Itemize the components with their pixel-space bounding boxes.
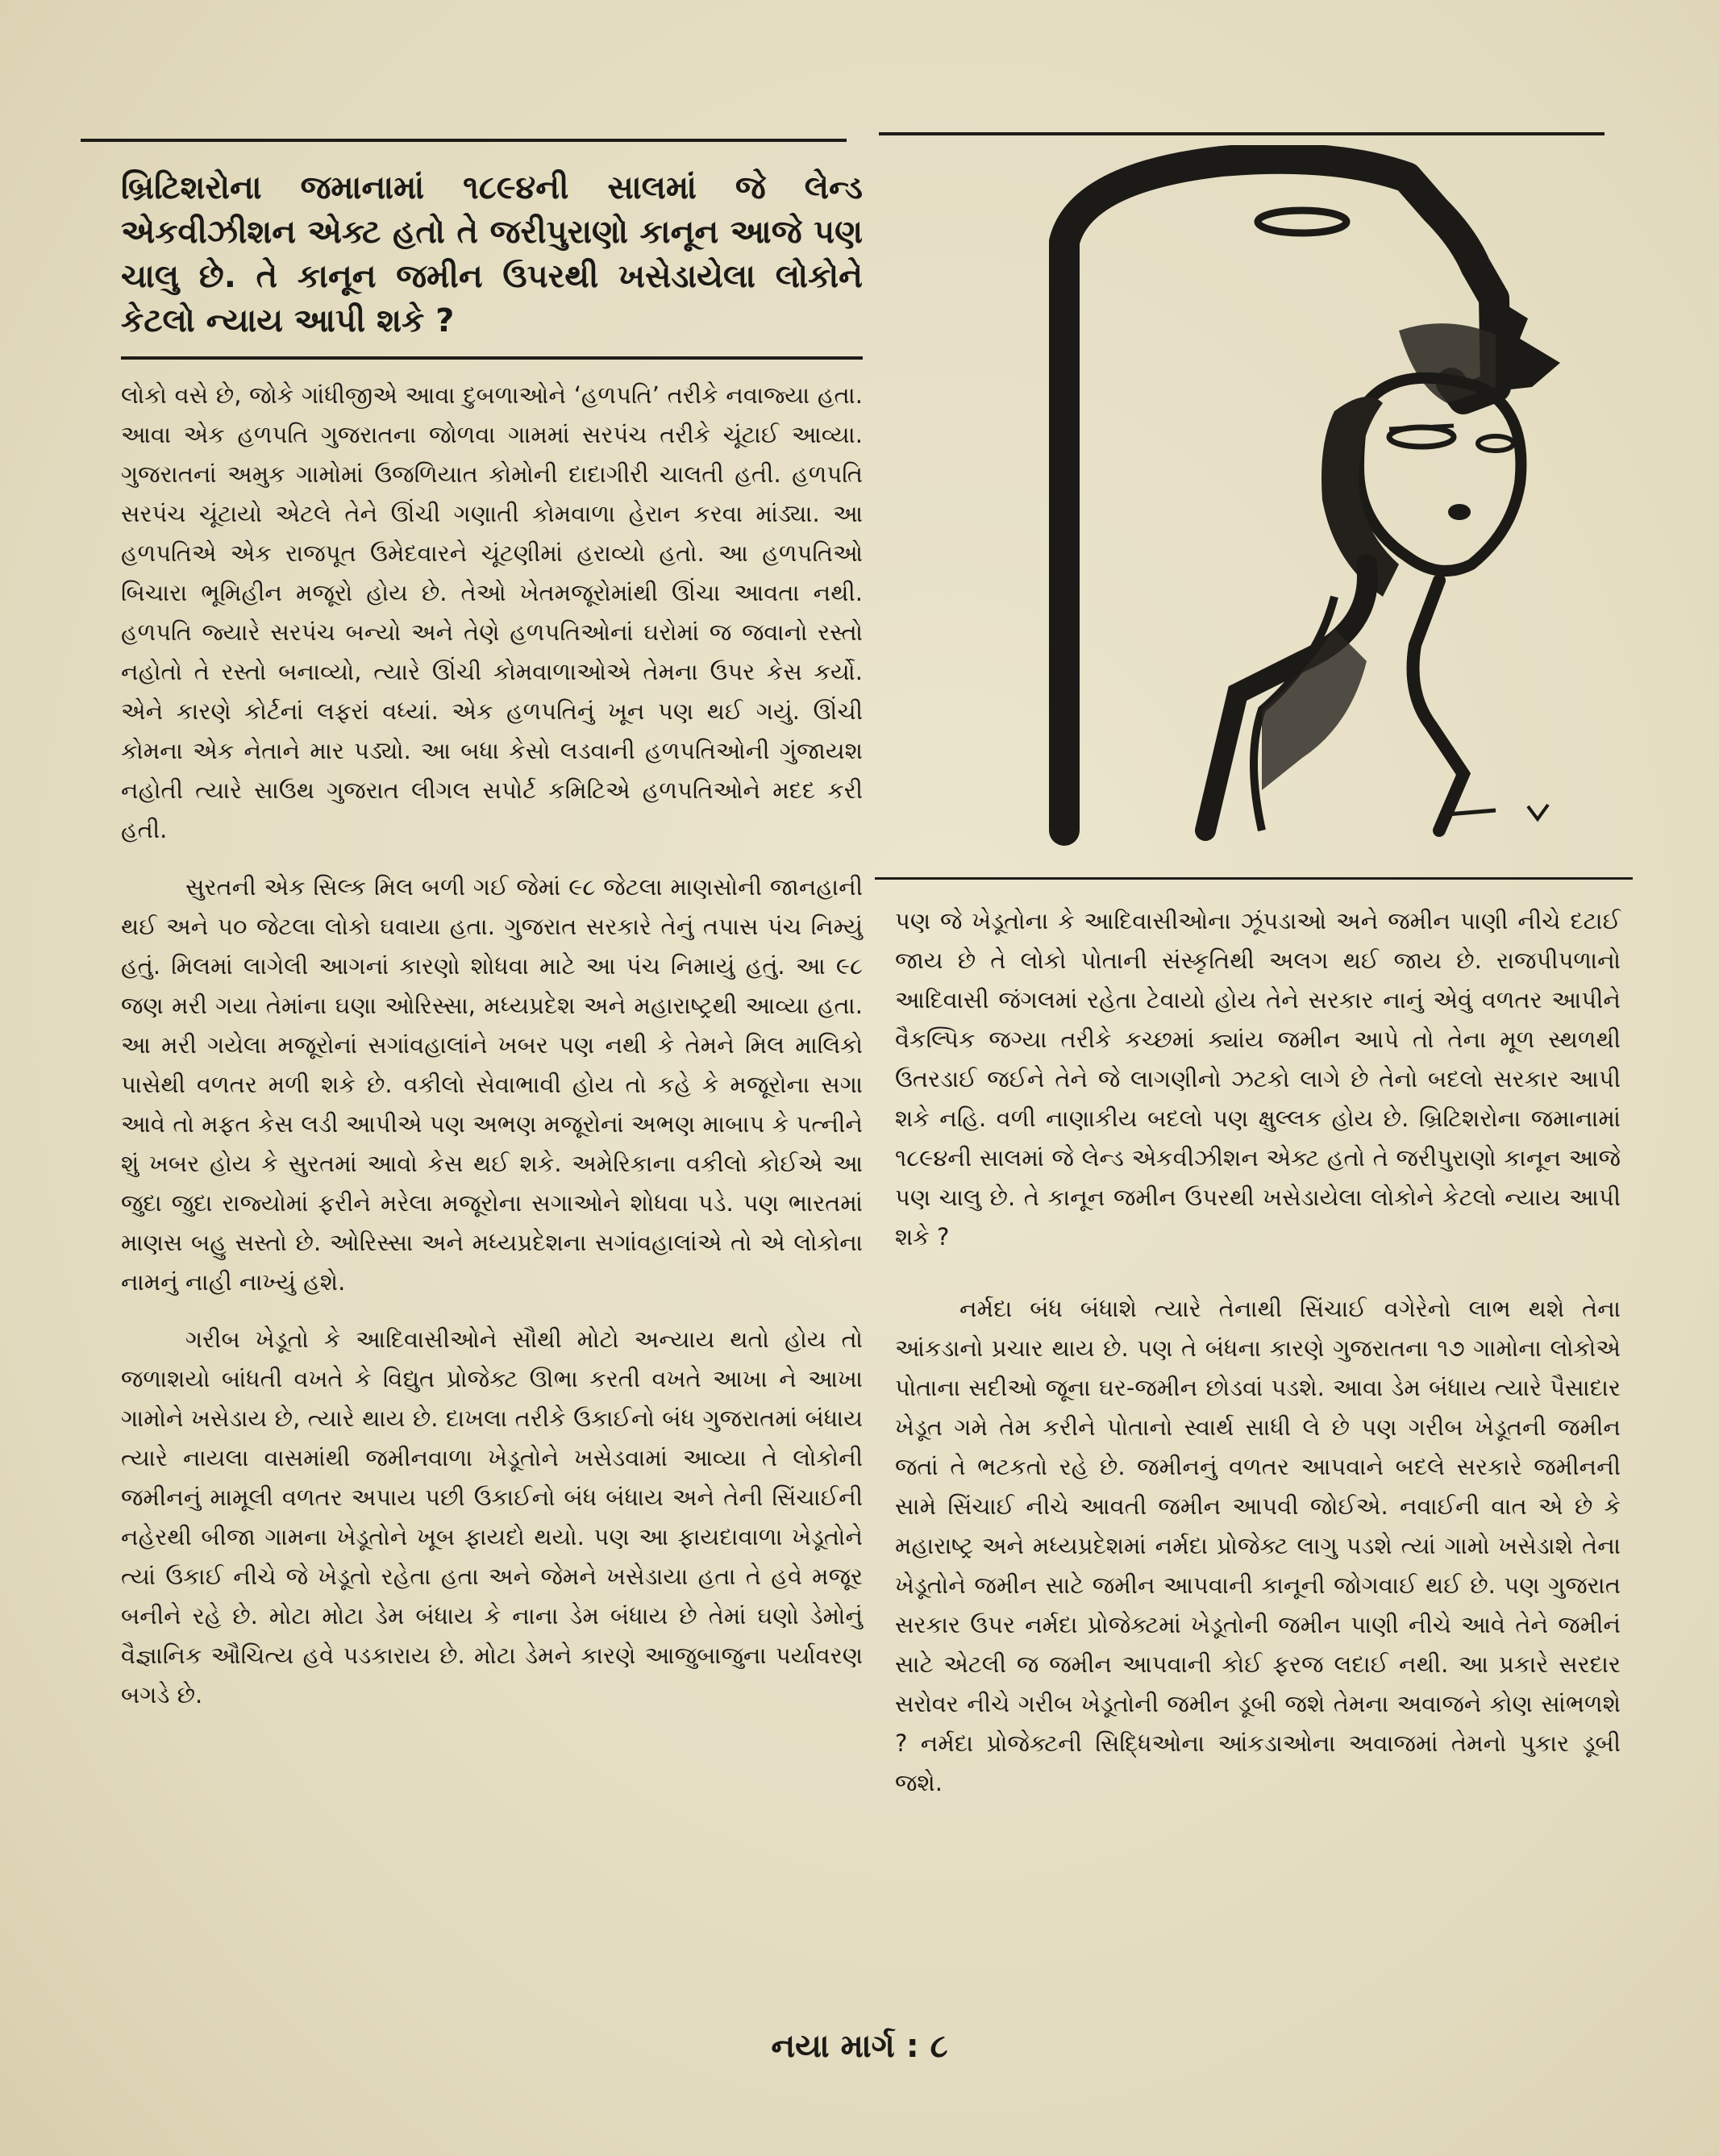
left-article-text [121,376,863,1715]
paragraph: નર્મદા બંધ બંધાશે ત્યારે તેનાથી સિંચાઈ વગેરેનો લાભ થશે તેના આંકડાનો પ્રચાર થાય છે. પણ તે બંધના કારણે ગુજરાતના ૧૭ ગામોના લોકોએ પોતાના સદીઓ જૂના ઘર-જમીન છોડવાં પડશે. આવા ડેમ બંધાય ત્યારે પૈસાદાર ખેડૂત ગમે તેમ કરીને પોતાનો સ્વાર્થ સાધી લે છે પણ ગરીબ ખેડૂતની જમીન જતાં તે ભટકતો રહે છે. જમીનનું વળતર આપવાને બદલે સરકારે જમીનની સામે સિંચાઈ નીચે આવતી જમીન આપવી જોઈએ. નવાઈની વાત એ છે કે મહારાષ્ટ્ર અને મધ્યપ્રદેશમાં નર્મદા પ્રોજેક્ટ લાગુ પડશે ત્યાં ગામો ખસેડાશે તેના ખેડૂતોને જમીન સાટે જમીન આપવાની કાનૂની જોગવાઈ થઈ છે. પણ ગુજરાત સરકાર ઉપર નર્મદા પ્રોજેક્ટમાં ખેડૂતોની જમીન પાણી નીચે આવે તેને જમીનં સાટે એટલી જ જમીન આપવાની કોઈ ફરજ લદાઈ નથી. આ પ્રકારે સરદાર સરોવર નીચે ગરીબ ખેડૂતોની જમીન ડૂબી જશે તેમના અવાજને કોણ સાંભળશે ? નર્મદા પ્રોજેક્ટની સિદ્ધિઓના આંકડાઓના અવાજમાં તેમનો પુકાર ડૂબી જશે. [895,1295,1621,1796]
page-footer: નયા માર્ગ : ૮ [771,2028,948,2065]
right-column [895,901,1621,1821]
top-rule-right [879,132,1605,135]
top-rule-left [81,139,847,142]
ink-illustration [883,145,1641,871]
paragraph: ગરીબ ખેડૂતો કે આદિવાસીઓને સૌથી મોટો અન્યાય થતો હોય તો જળાશયો બાંધતી વખતે કે વિદ્યુત પ્રોજેક્ટ ઊભા કરતી વખતે આખા ને આખા ગામોને ખસેડાય છે, ત્યારે થાય છે. દાખલા તરીકે ઉકાઈનો બંધ ગુજરાતમાં બંધાય ત્યારે નાયલા વાસમાંથી જમીનવાળા ખેડૂતોને ખસેડવામાં આવ્યા તે લોકોની જમીનનું મામૂલી વળતર અપાય પછી ઉકાઈનો બંધ બંધાય અને તેની સિંચાઈની નહેરથી બીજા ગામના ખેડૂતોને ખૂબ ફાયદો થયો. પણ આ ફાયદાવાળા ખેડૂતોને ત્યાં ઉકાઈ નીચે જે ખેડૂતો રહેતા હતા અને જેમને ખસેડાયા હતા તે હવે મજૂર બનીને રહે છે. મોટા મોટા ડેમ બંધાય કે નાના ડેમ બંધાય છે તેમાં ઘણો ડેમોનું વૈજ્ઞાનિક ઔચિત્ય હવે પડકારાય છે. મોટા ડેમને કારણે આજુબાજુના પર્યાવરણ બગડે છે. [121,1326,863,1709]
callout-rule [121,356,863,360]
paragraph: સુરતની એક સિલ્ક મિલ બળી ગઈ જેમાં ૯૮ જેટલા માણસોની જાનહાની થઈ અને ૫૦ જેટલા લોકો ઘવાયા હતા. ગુજરાત સરકારે તેનું તપાસ પંચ નિમ્યું હતું. મિલમાં લાગેલી આગનાં કારણો શોધવા માટે આ પંચ નિમાયું હતું. આ ૯૮ જણ મરી ગયા તેમાંના ઘણા ઓરિસ્સા, મધ્યપ્રદેશ અને મહારાષ્ટ્રથી આવ્યા હતા. આ મરી ગયેલા મજૂરોનાં સગાંવહાલાંને ખબર પણ નથી કે તેમને મિલ માલિકો પાસેથી વળતર મળી શકે છે. વકીલો સેવાભાવી હોય તો કહે કે મજૂરોના સગા આવે તો મફત કેસ લડી આપીએ પણ અભણ મજૂરોનાં અભણ માબાપ કે પત્નીને શું ખબર હોય કે સુરતમાં આવો કેસ થઈ શકે. અમેરિકાના વકીલો કોઈએ આ જુદા જુદા રાજ્યોમાં ફરીને મરેલા મજૂરોના સગાઓને શોધવા પડે. પણ ભારતમાં માણસ બહુ સસ્તો છે. ઓરિસ્સા અને મધ્યપ્રદેશના સગાંવહાલાંએ તો એ લોકોના નામનું નાહી નાખ્યું હશે. [121,873,863,1296]
right-article-text [895,901,1621,1803]
pull-quote: બ્રિટિશરોના જમાનામાં ૧૮૯૪ની સાલમાં જે લેન્ડ એકવીઝીશન એક્ટ હતો તે જરીપુરાણો કાનૂન આજે પણ ચાલુ છે. તે કાનૂન જમીન ઉપરથી ખસેડાયેલા લોકોને કેટલો ન્યાય આપી શકે ? [121,169,863,339]
left-column [121,161,863,1733]
illustration-rule [875,877,1633,880]
paragraph: પણ જે ખેડૂતોના કે આદિવાસીઓના ઝૂંપડાઓ અને જમીન પાણી નીચે દટાઈ જાય છે તે લોકો પોતાની સંસ્કૃતિથી અલગ થઈ જાય છે. રાજપીપળાનો આદિવાસી જંગલમાં રહેતા ટેવાયો હોય તેને સરકાર નાનું એવું વળતર આપીને વૈકલ્પિક જગ્યા તરીકે કચ્છમાં ક્યાંય જમીન આપે તો તેના મૂળ સ્થળથી ઉતરડાઈ જઈને તેને જે લાગણીનો ઝટકો લાગે છે તેનો બદલો સરકાર આપી શકે નહિ. વળી નાણાકીય બદલો પણ ક્ષુલ્લક હોય છે. બ્રિટિશરોના જમાનામાં ૧૮૯૪ની સાલમાં જે લેન્ડ એકવીઝીશન એક્ટ હતો તે જરીપુરાણો કાનૂન આજે પણ ચાલુ છે. તે કાનૂન જમીન ઉપરથી ખસેડાયેલા લોકોને કેટલો ન્યાય આપી શકે ? [895,907,1621,1251]
paragraph: લોકો વસે છે, જોકે ગાંધીજીએ આવા દુબળાઓને ‘હળપતિ’ તરીકે નવાજ્યા હતા. આવા એક હળપતિ ગુજરાતના જોળવા ગામમાં સરપંચ તરીકે ચૂંટાઈ આવ્યા. ગુજરાતનાં અમુક ગામોમાં ઉજળિયાત કોમોની દાદાગીરી ચાલતી હતી. હળપતિ સરપંચ ચૂંટાયો એટલે તેને ઊંચી ગણાતી કોમવાળા હેરાન કરવા માંડ્યા. આ હળપતિએ એક રાજપૂત ઉમેદવારને ચૂંટણીમાં હરાવ્યો હતો. આ હળપતિઓ બિચારા ભૂમિહીન મજૂરો હોય છે. તેઓ ખેતમજૂરોમાંથી ઊંચા આવતા નથી. હળપતિ જ્યારે સરપંચ બન્યો અને તેણે હળપતિઓનાં ઘરોમાં જ જવાનો રસ્તો નહોતો તે રસ્તો બનાવ્યો, ત્યારે ઊંચી કોમવાળાઓએ તેમના ઉપર કેસ કર્યો. એને કારણે કોર્ટનાં લફરાં વધ્યાં. એક હળપતિનું ખૂન પણ થઈ ગયું. ઊંચી કોમના એક નેતાને માર પડ્યો. આ બધા કેસો લડવાની હળપતિઓની ગુંજાયશ નહોતી ત્યારે સાઉથ ગુજરાત લીગલ સપોર્ટ કમિટિએ હળપતિઓને મદદ કરી હતી. [121,381,863,843]
